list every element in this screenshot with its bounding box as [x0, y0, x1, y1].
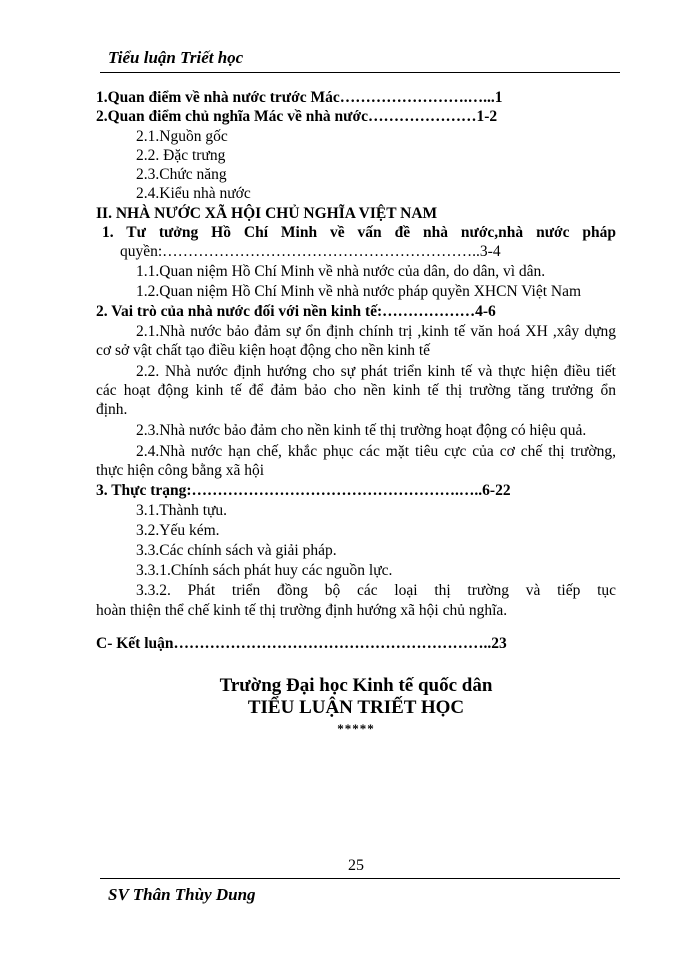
toc-line: 1. Tư tưởng Hồ Chí Minh về vấn đề nhà nước,nhà nước pháp [102, 224, 616, 241]
toc-line: 3.3.2. Phát triển đồng bộ các loại thị trường và tiếp tục [136, 582, 616, 599]
header-title: Tiểu luận Triết học [108, 48, 244, 67]
page-header [100, 44, 620, 73]
toc-line: cơ sở vật chất tạo điều kiện hoạt động cho nền kinh tế [96, 342, 431, 359]
toc-line: 1.2.Quan niệm Hồ Chí Minh về nhà nước pháp quyền XHCN Việt Nam [136, 283, 582, 300]
toc-line: 2.2. Nhà nước định hướng cho sự phát triển kinh tế và thực hiện điều tiết [136, 363, 616, 380]
toc-line: hoàn thiện thể chế kinh tế thị trường định hướng xã hội chủ nghĩa. [96, 602, 508, 619]
toc-line: định. [96, 401, 128, 418]
toc-line: 3.3.1.Chính sách phát huy các nguồn lực. [136, 562, 393, 579]
toc-line: 3.3.Các chính sách và giải pháp. [136, 542, 337, 559]
toc-line: 3.2.Yếu kém. [136, 522, 220, 539]
toc-conclusion: C- Kết luận……………………………………………………..23 [96, 635, 507, 652]
page-footer [100, 878, 620, 909]
author-name: SV Thân Thùy Dung [108, 885, 256, 904]
school-name: Trường Đại học Kinh tế quốc dân [219, 675, 493, 696]
stars-divider: ***** [337, 721, 375, 736]
toc-line: 3. Thực trạng:…………………………………………….…..6-22 [96, 482, 511, 499]
page-number: 25 [348, 857, 364, 874]
toc-line: 1.1.Quan niệm Hồ Chí Minh về nhà nước của dân, do dân, vì dân. [136, 263, 546, 280]
toc-line: 3.1.Thành tựu. [136, 502, 228, 519]
toc-line: 2. Vai trò của nhà nước đối với nền kinh tế:………………4-6 [96, 303, 496, 320]
toc-section-heading: II. NHÀ NƯỚC XÃ HỘI CHỦ NGHĨA VIỆT NAM [96, 205, 438, 222]
toc-line: các hoạt động kinh tế để đảm bảo cho nền kinh tế thị trường tăng trưởng ổn [96, 382, 616, 399]
essay-title: TIỂU LUẬN TRIẾT HỌC [247, 697, 465, 718]
toc-line: 2.1.Nhà nước bảo đảm sự ổn định chính trị ,kinh tế văn hoá XH ,xây dựng [136, 323, 616, 340]
toc-line: thực hiện công bằng xã hội [96, 462, 265, 479]
toc-line: 2.2. Đặc trưng [136, 147, 226, 164]
toc-line: 2.3.Nhà nước bảo đảm cho nền kinh tế thị trường hoạt động có hiệu quả. [136, 422, 587, 439]
toc-line: 2.3.Chức năng [136, 166, 227, 183]
toc-line: 2.1.Nguồn gốc [136, 128, 228, 145]
toc-line: 2.4.Kiểu nhà nước [136, 185, 251, 202]
toc-line: 1.Quan điểm về nhà nước trước Mác…………………….…...1 [96, 89, 503, 106]
toc-line: 2.Quan điểm chủ nghĩa Mác về nhà nước…………………1-2 [96, 108, 498, 125]
toc-line: quyền:……………………………………………………..3-4 [120, 243, 501, 260]
toc-line: 2.4.Nhà nước hạn chế, khắc phục các mặt tiêu cực của cơ chế thị trường, [136, 443, 616, 460]
